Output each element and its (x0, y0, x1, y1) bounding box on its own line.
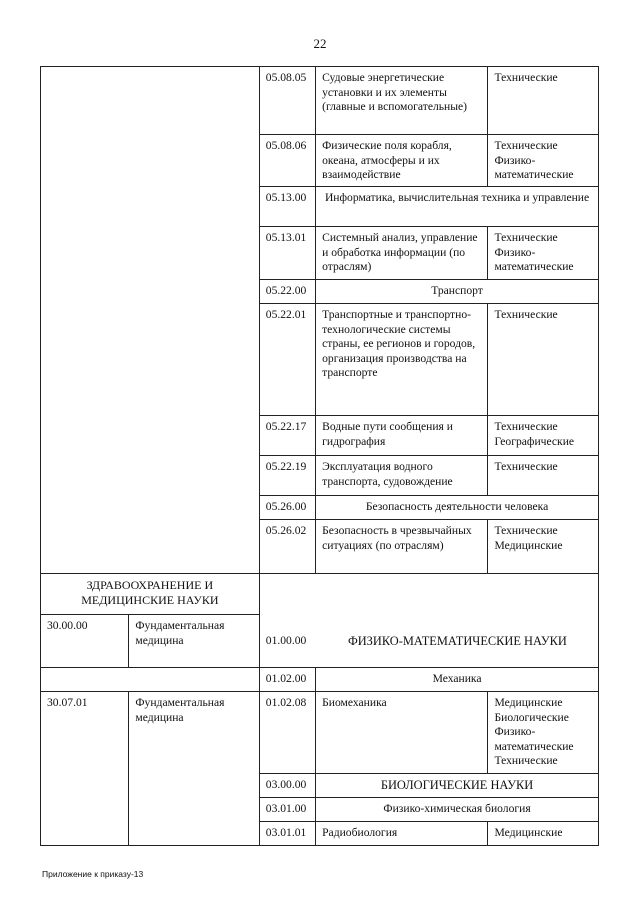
code-cell: 05.13.00 (259, 187, 315, 227)
code-cell: 05.22.01 (259, 304, 315, 416)
name-cell: Радиобиология (316, 822, 488, 846)
sciences-cell: Технические Географические (488, 416, 599, 456)
code-cell: 05.08.06 (259, 135, 315, 187)
sciences-cell: Технические Медицинские (488, 520, 599, 574)
name-cell: Фундаментальная медицина (129, 692, 259, 846)
code-cell: 01.00.00 (265, 633, 307, 647)
group-title-cell: Транспорт (316, 280, 599, 304)
code-cell: 30.07.01 (41, 692, 129, 846)
empty-left-cell (41, 668, 260, 692)
sciences-cell: Технические (488, 304, 599, 416)
name-cell: Биомеханика (316, 692, 488, 774)
code-cell: 05.22.00 (259, 280, 315, 304)
table-row (41, 692, 599, 774)
group-title-cell: Механика (316, 668, 599, 692)
name-cell: Водные пути сообщения и гидрография (316, 416, 488, 456)
sciences-cell: Технические Физико-математические (488, 227, 599, 280)
specialty-table (40, 66, 599, 846)
table-row (41, 67, 599, 135)
sciences-cell: Технические (488, 67, 599, 135)
sciences-cell: Медицинские (488, 822, 599, 846)
name-cell: Безопасность в чрезвычайных ситуациях (по отраслям) (316, 520, 488, 574)
sciences-cell: Технические (488, 456, 599, 496)
empty-right-cell (259, 574, 598, 668)
group-title-cell: Безопасность деятельности человека (316, 496, 599, 520)
name-cell: Эксплуатация водного транспорта, судовождение (316, 456, 488, 496)
code-cell: 30.00.00 (41, 615, 129, 668)
name-cell: Транспортные и транспортно-технологические системы страны, ее регионов и городов, организация производства на транспорте (316, 304, 488, 416)
group-title-cell: Физико-химическая биология (316, 798, 599, 822)
code-cell: 03.01.01 (259, 822, 315, 846)
name-cell: Системный анализ, управление и обработка информации (по отраслям) (316, 227, 488, 280)
code-cell: 05.08.05 (259, 67, 315, 135)
footer-note: Приложение к приказу-13 (42, 869, 144, 879)
name-cell: Судовые энергетические установки и их элементы (главные и вспомогательные) (316, 67, 488, 135)
code-cell: 05.26.02 (259, 520, 315, 574)
code-cell: 05.22.17 (259, 416, 315, 456)
sciences-cell: Технические Физико-математические (488, 135, 599, 187)
code-cell: 05.26.00 (259, 496, 315, 520)
name-cell: Фундаментальная медицина (129, 615, 259, 668)
group-title-cell: Информатика, вычислительная техника и управление (316, 187, 599, 227)
sciences-cell: Медицинские Биологические Физико-математические Технические (488, 692, 599, 774)
group-title-cell: БИОЛОГИЧЕСКИЕ НАУКИ (316, 774, 599, 798)
group-title-cell: ФИЗИКО-МАТЕМАТИЧЕСКИЕ НАУКИ (347, 633, 567, 648)
page-number: 22 (313, 36, 327, 51)
empty-left-cell (41, 67, 260, 574)
table-row (41, 574, 599, 615)
section-title: ЗДРАВООХРАНЕНИЕ И МЕДИЦИНСКИЕ НАУКИ (41, 574, 260, 615)
code-cell: 05.13.01 (259, 227, 315, 280)
table-row (41, 668, 599, 692)
code-cell: 01.02.00 (259, 668, 315, 692)
code-cell: 03.00.00 (259, 774, 315, 798)
code-cell: 01.02.08 (259, 692, 315, 774)
name-cell: Физические поля корабля, океана, атмосферы и их взаимодействие (316, 135, 488, 187)
code-cell: 03.01.00 (259, 798, 315, 822)
code-cell: 05.22.19 (259, 456, 315, 496)
